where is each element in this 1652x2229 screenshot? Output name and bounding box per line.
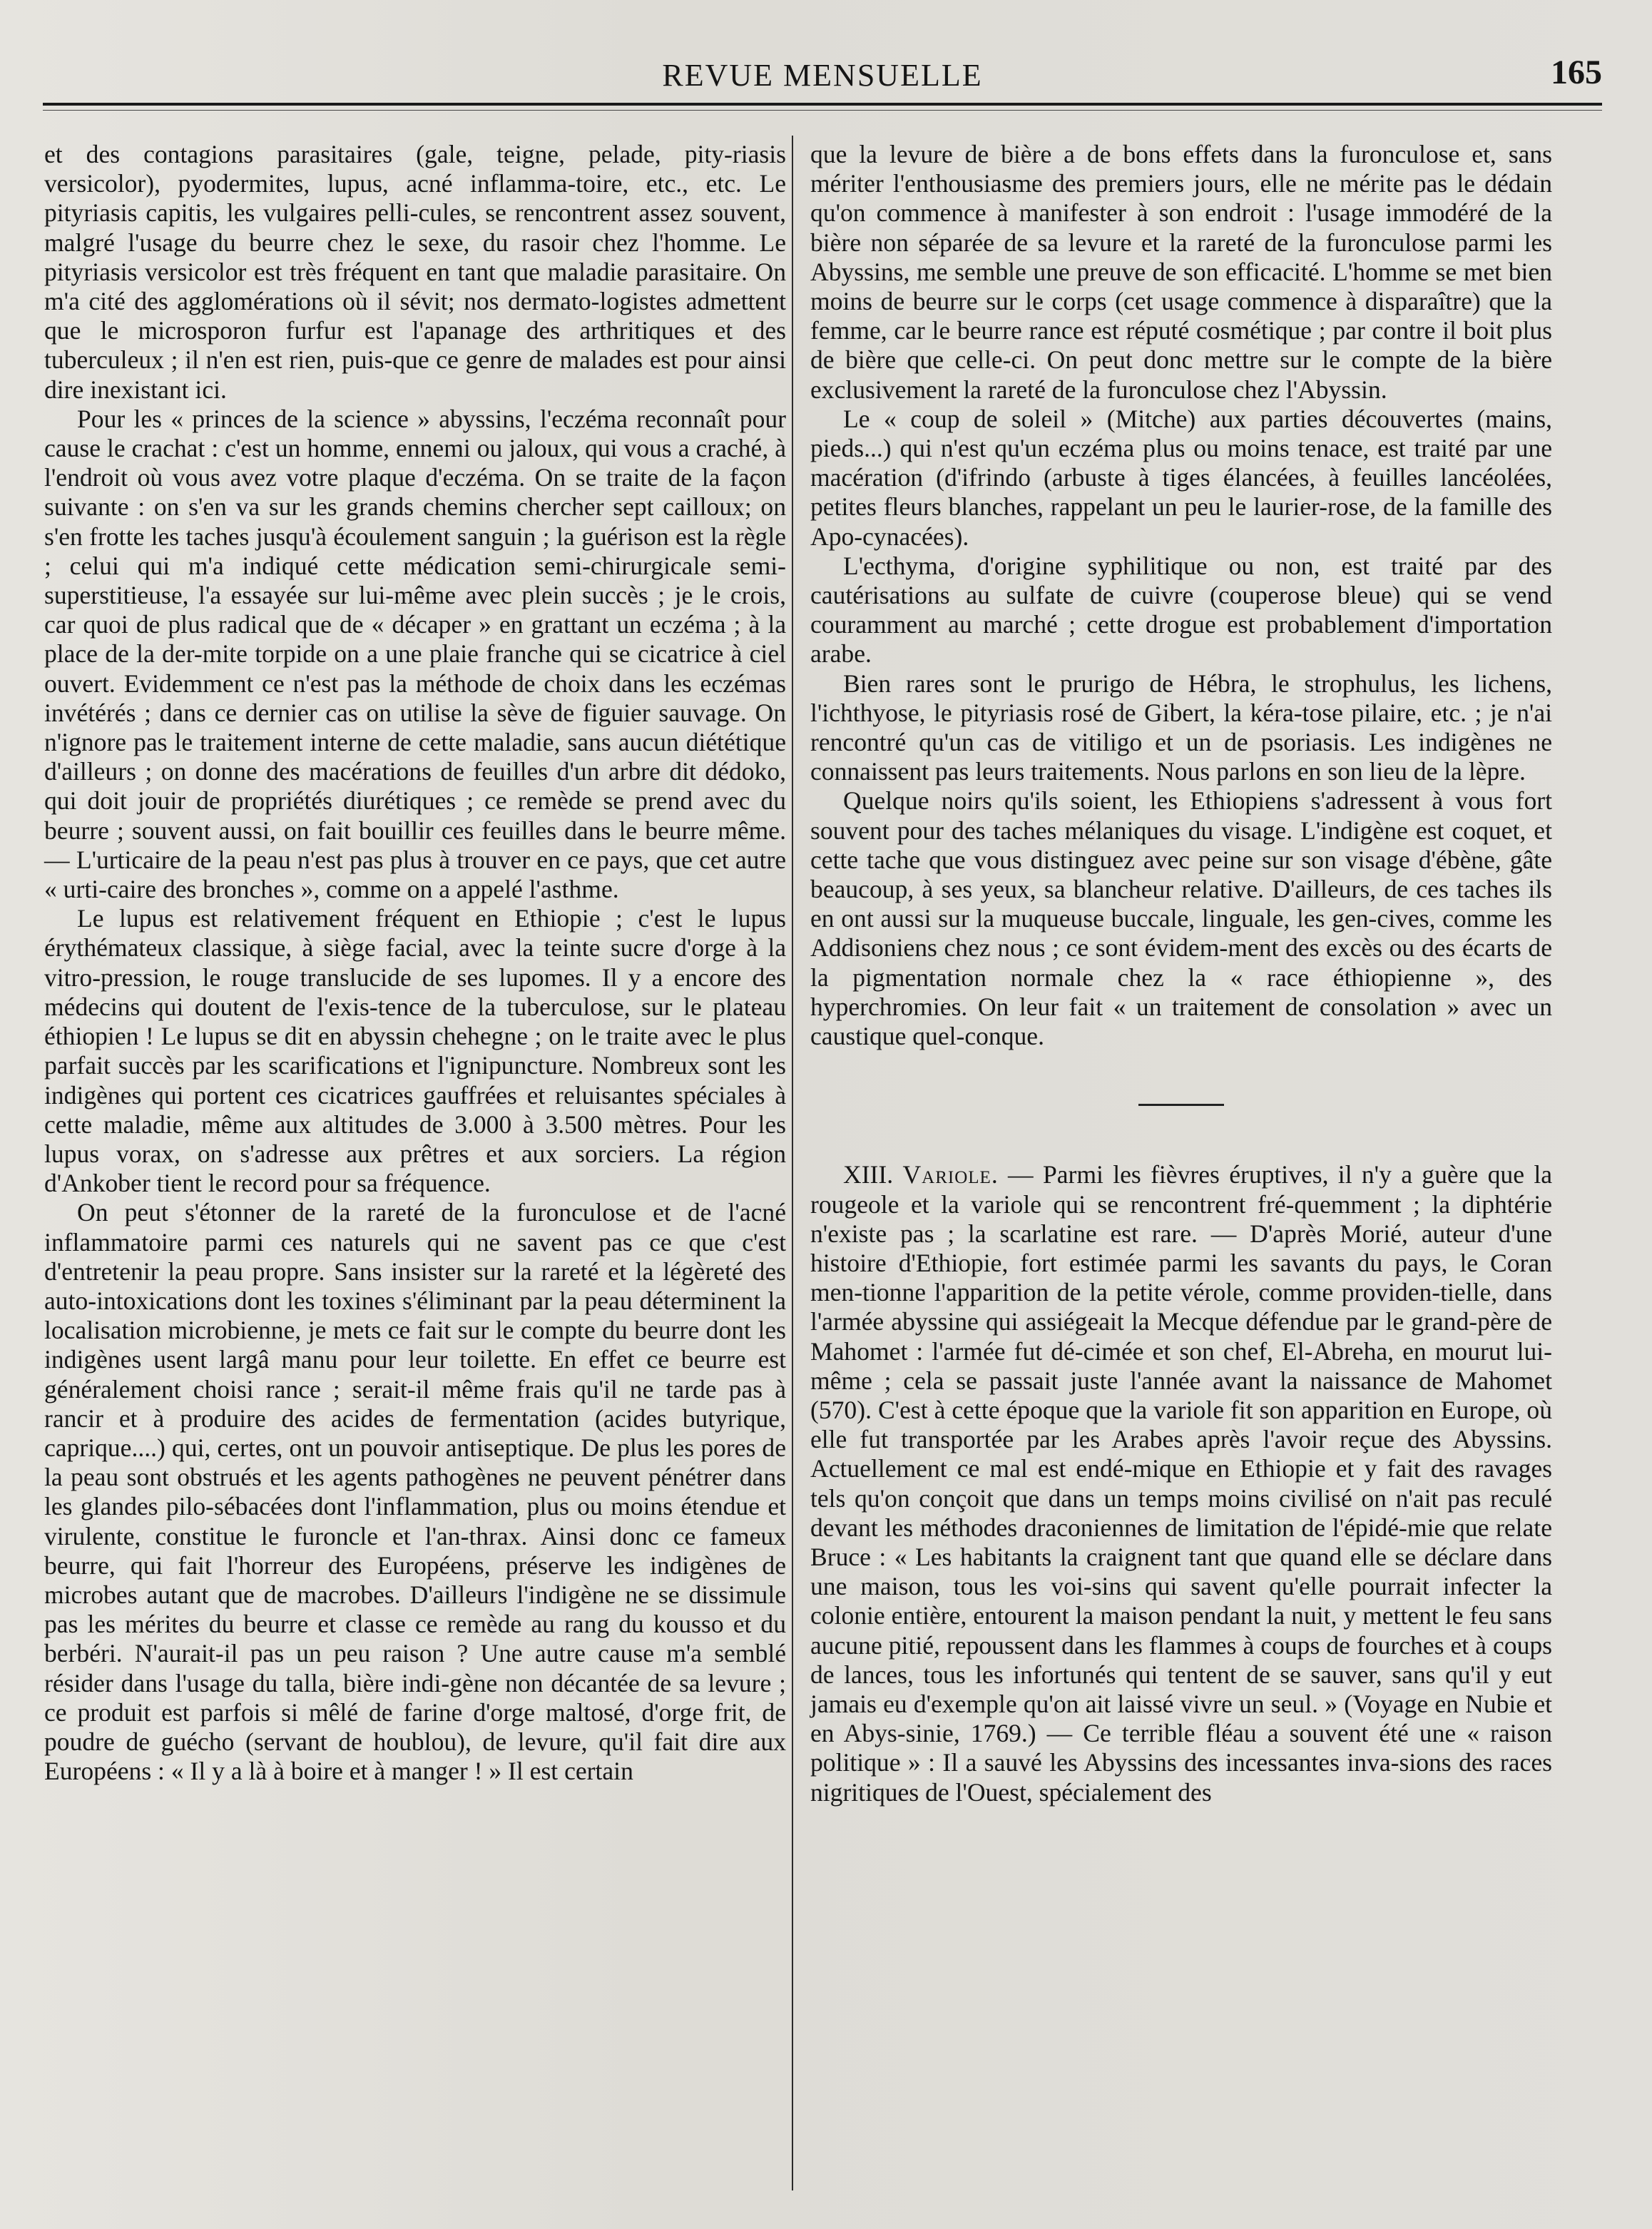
running-head — [43, 54, 1602, 100]
section-text: — Parmi les fièvres éruptives, il n'y a guère que la rougeole et la variole qui se rencontrent fré-quemment ; la diphtérie n'existe pas ; la scarlatine est rare. — D'après Morié, auteur d'une histoire d'Ethiopie, fort estimée parmi les savants du pays, le Coran men-tionne l'apparition de la petite vérole, comme providen-tielle, dans l'armée abyssine qui assiégeait la Mecque défendue par le grand-père de Mahomet : l'armée fut dé-cimée et son chef, El-Abreha, en mourut lui-même ; cela se passait juste l'année avant la naissance de Mahomet (570). C'est à cette époque que la variole fit son apparition en Europe, où elle fut transportée par les Arabes après l'avoir reçue des Abyssins. Actuellement ce mal est endé-mique en Ethiopie et y fait des ravages tels qu'on conçoit que dans un temps moins civilisé on n'ait pas reculé devant les méthodes draconiennes de limitation de l'épidé-mie que relate Bruce : « Les habitants la craignent tant que quand elle se déclare dans une maison, tous les voi-sins qui savent qu'elle pourrait infecter la colonie entière, entourent la maison pendant la nuit, y mettent le feu sans aucune pitié, repoussent dans les flammes à coups de fourches et à coups de lances, tous les infortunés qui tentent de se sauver, sans qu'il y eut jamais eu d'exemple qu'on ait laissé vivre un seul. » (Voyage en Nubie et en Abys-sinie, 1769.) — Ce terrible fléau a souvent été une « raison politique » : Il a sauvé les Abyssins des incessantes inva-sions des races nigritiques de l'Ouest, spécialement des — [810, 1160, 1552, 1807]
section-number: XIII. — [843, 1160, 894, 1189]
paragraph: que la levure de bière a de bons effets dans la furonculose et, sans mériter l'enthousiasme des premiers jours, elle ne mérite pas le dédain qu'on commence à manifester à son endroit : l'usage immodéré de la bière non séparée de sa levure et la rareté de la furonculose parmi les Abyssins, me semble une preuve de son efficacité. L'homme se met bien moins de beurre sur le corps (cet usage commence à disparaître) que la femme, car le beurre rance est réputé cosmétique ; par contre il boit plus de bière que celle-ci. On peut donc mettre sur le compte de la bière exclusivement la rareté de la furonculose chez l'Abyssin. — [810, 140, 1552, 404]
section-paragraph — [810, 1160, 1552, 1807]
left-column — [44, 140, 786, 1786]
running-title: REVUE MENSUELLE — [662, 58, 983, 93]
section-title: Variole. — [902, 1160, 999, 1189]
paragraph: Le « coup de soleil » (Mitche) aux parties découvertes (mains, pieds...) qui n'est qu'un eczéma plus ou moins tenace, est traité par une macération (d'ifrindo (arbuste à tiges élancées, à feuilles lancéolées, petites fleurs blanches, rappelant un peu le laurier-rose, de la famille des Apo-cynacées). — [810, 404, 1552, 551]
paragraph: Bien rares sont le prurigo de Hébra, le strophulus, les lichens, l'ichthyose, le pityriasis rosé de Gibert, la kéra-tose pilaire, etc. ; je n'ai rencontré qu'un cas de vitiligo et un de psoriasis. Les indigènes ne connaissent pas leurs traitements. Nous parlons en son lieu de la lèpre. — [810, 669, 1552, 786]
header-rule — [43, 103, 1602, 106]
paragraph: Pour les « princes de la science » abyssins, l'eczéma reconnaît pour cause le crachat : c'est un homme, ennemi ou jaloux, qui vous a craché, à l'endroit où vous avez votre plaque d'eczéma. On se traite de la façon suivante : on s'en va sur les grands chemins chercher sept cailloux; on s'en frotte les taches jusqu'à écoulement sanguin ; la guérison est la règle ; celui qui m'a indiqué cette médication semi-chirurgicale semi-superstitieuse, l'a essayée sur lui-même avec plein succès ; je le crois, car quoi de plus radical que de « décaper » en grattant un eczéma ; à la place de la der-mite torpide on a une plaie franche qui se cicatrice à ciel ouvert. Evidemment ce n'est pas la méthode de choix dans les eczémas invétérés ; dans ce dernier cas on utilise la sève de figuier sauvage. On n'ignore pas le traitement interne de cette maladie, sans aucun diététique d'ailleurs ; on donne des macérations de feuilles d'un arbre dit dédoko, qui doit jouir de propriétés diurétiques ; ce remède se prend avec du beurre ; souvent aussi, on fait bouillir ces feuilles dans le beurre même. — L'urticaire de la peau n'est pas plus à trouver en ce pays, que cet autre « urti-caire des bronches », comme on a appelé l'asthme. — [44, 404, 786, 904]
right-column — [810, 140, 1552, 1807]
column-divider — [792, 136, 793, 2190]
paragraph: Quelque noirs qu'ils soient, les Ethiopiens s'adressent à vous fort souvent pour des taches mélaniques du visage. L'indigène est coquet, et cette tache que vous distinguez avec peine sur son visage d'ébène, gâte beaucoup, à ses yeux, sa blancheur relative. D'ailleurs, de ces taches ils en ont aussi sur la muqueuse buccale, linguale, les gen-cives, comme les Addisoniens chez nous ; ce sont évidem-ment des excès ou des écarts de la pigmentation normale chez la « race éthiopienne », des hyperchromies. On leur fait « un traitement de consolation » avec un caustique quel-conque. — [810, 786, 1552, 1051]
paragraph: Le lupus est relativement fréquent en Ethiopie ; c'est le lupus érythémateux classique, à siège facial, avec la teinte sucre d'orge à la vitro-pression, le rouge translucide de ses lupomes. Il y a encore des médecins qui doutent de l'exis-tence de la tuberculose, sur le plateau éthiopien ! Le lupus se dit en abyssin chehegne ; on le traite avec le plus parfait succès par les scarifications et l'ignipuncture. Nombreux sont les indigènes qui portent ces cicatrices gauffrées et reluisantes spéciales à cette maladie, même aux altitudes de 3.000 à 3.500 mètres. Pour les lupus vorax, on s'adresse aux prêtres et aux sorciers. La région d'Ankober tient le record pour sa fréquence. — [44, 904, 786, 1198]
section-separator — [1138, 1104, 1224, 1106]
paragraph: L'ecthyma, d'origine syphilitique ou non, est traité par des cautérisations au sulfate de cuivre (couperose bleue) qui se vend couramment au marché ; cette drogue est probablement d'importation arabe. — [810, 551, 1552, 669]
paragraph: et des contagions parasitaires (gale, teigne, pelade, pity-riasis versicolor), pyodermites, lupus, acné inflamma-toire, etc., etc. Le pityriasis capitis, les vulgaires pelli-cules, se rencontrent assez souvent, malgré l'usage du beurre chez le sexe, du rasoir chez l'homme. Le pityriasis versicolor est très fréquent en tant que maladie parasitaire. On m'a cité des agglomérations où il sévit; nos dermato-logistes admettent que le microsporon furfur est l'apanage des arthritiques et des tuberculeux ; il n'en est rien, puis-que ce genre de malades est pour ainsi dire inexistant ici. — [44, 140, 786, 404]
paragraph: On peut s'étonner de la rareté de la furonculose et de l'acné inflammatoire parmi ces naturels qui ne savent pas ce que c'est d'entretenir la peau propre. Sans insister sur la rareté et la légèreté des auto-intoxications dont les toxines s'éliminant par la peau déterminent la localisation microbienne, je mets ce fait sur le compte du beurre dont les indigènes usent largâ manu pour leur toilette. En effet ce beurre est généralement choisi rance ; serait-il même frais qu'il ne tarde pas à rancir et à produire des acides de fermentation (acides butyrique, caprique....) qui, certes, ont un pouvoir antiseptique. De plus les pores de la peau sont obstrués et les agents pathogènes ne peuvent pénétrer dans les glandes pilo-sébacées dont l'inflammation, plus ou moins étendue et virulente, constitue le furoncle et l'an-thrax. Ainsi donc ce fameux beurre, qui fait l'horreur des Européens, préserve les indigènes de microbes autant que de macrobes. D'ailleurs l'indigène ne se dissimule pas les mérites du beurre et classe ce remède au rang du kousso et du berbéri. N'aurait-il pas un peu raison ? Une autre cause m'a semblé résider dans l'usage du talla, bière indi-gène non décantée de sa levure ; ce produit est parfois si mêlé de farine d'orge maltosé, d'orge frit, de poudre de guécho (servant de houblou), de levure, qu'il fait dire aux Européens : « Il y a là à boire et à manger ! » Il est certain — [44, 1198, 786, 1786]
page-number: 165 — [1551, 54, 1602, 91]
